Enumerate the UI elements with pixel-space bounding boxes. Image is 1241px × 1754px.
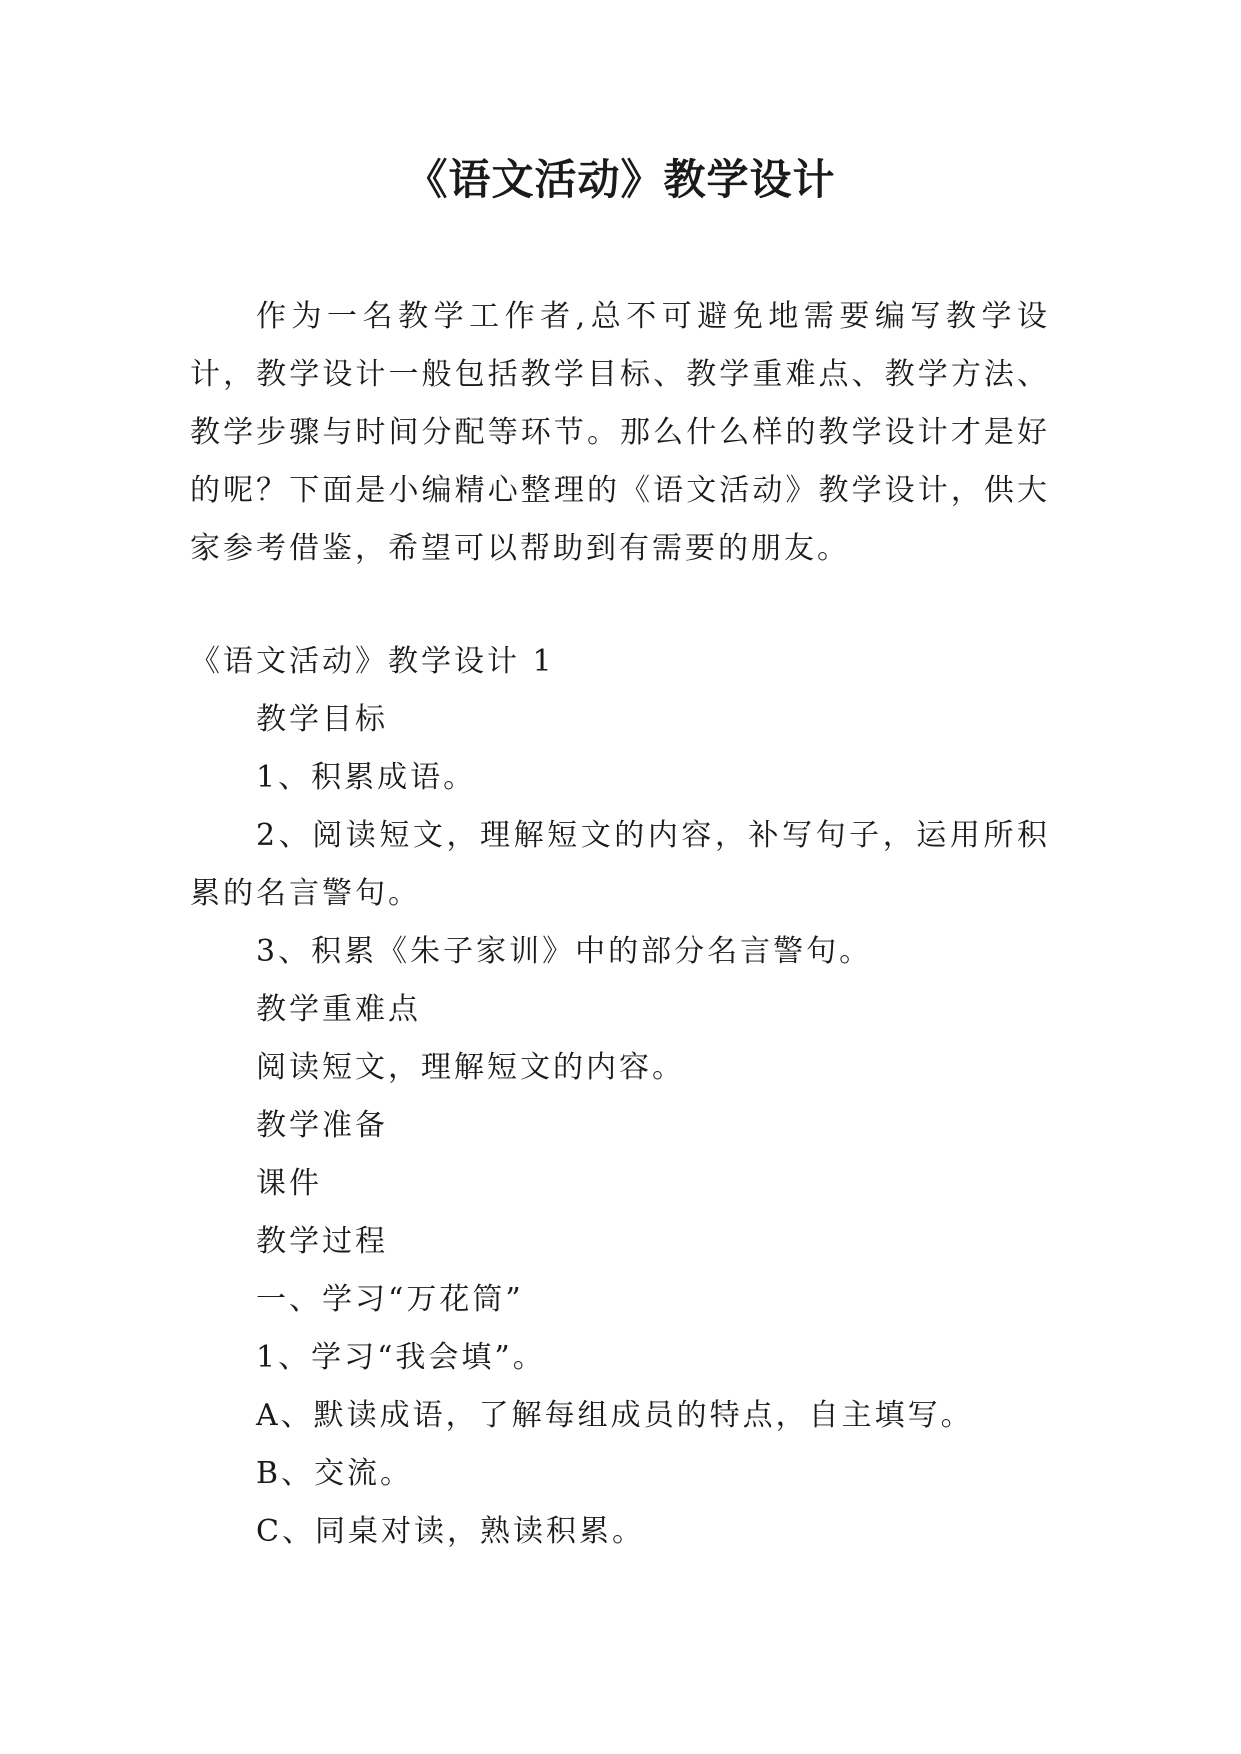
goal-item-1: 1、积累成语。 <box>256 760 477 795</box>
intro-paragraph: 作为一名教学工作者,总不可避免地需要编写教学设计，教学设计一般包括教学目标、教学重难点、教学方法、教学步骤与时间分配等环节。那么什么样的教学设计才是好的呢？下面是小编精心整理的《语文活动》教学设计，供大家参考借鉴，希望可以帮助到有需要的朋友。 <box>190 299 1050 566</box>
preparation-text: 课件 <box>256 1166 322 1201</box>
process-step-1: 1、学习“我会填”。 <box>256 1340 546 1375</box>
process-part-1: 一、学习“万花筒” <box>256 1282 524 1317</box>
key-difficulties-text: 阅读短文，理解短文的内容。 <box>256 1050 685 1085</box>
goal-item-2: 2、阅读短文，理解短文的内容，补写句子，运用所积累的名言警句。 <box>190 818 1050 911</box>
heading-process: 教学过程 <box>256 1224 388 1259</box>
heading-preparation: 教学准备 <box>256 1108 388 1143</box>
document-title: 《语文活动》教学设计 <box>405 155 836 204</box>
heading-key-difficulties: 教学重难点 <box>256 992 421 1027</box>
process-step-b: B、交流。 <box>256 1456 414 1491</box>
heading-teaching-goals: 教学目标 <box>256 702 388 737</box>
process-step-a: A、默读成语，了解每组成员的特点，自主填写。 <box>256 1398 974 1433</box>
process-step-c: C、同桌对读，熟读积累。 <box>256 1514 645 1549</box>
goal-item-3: 3、积累《朱子家训》中的部分名言警句。 <box>256 934 873 969</box>
section-title: 《语文活动》教学设计 1 <box>190 644 555 679</box>
